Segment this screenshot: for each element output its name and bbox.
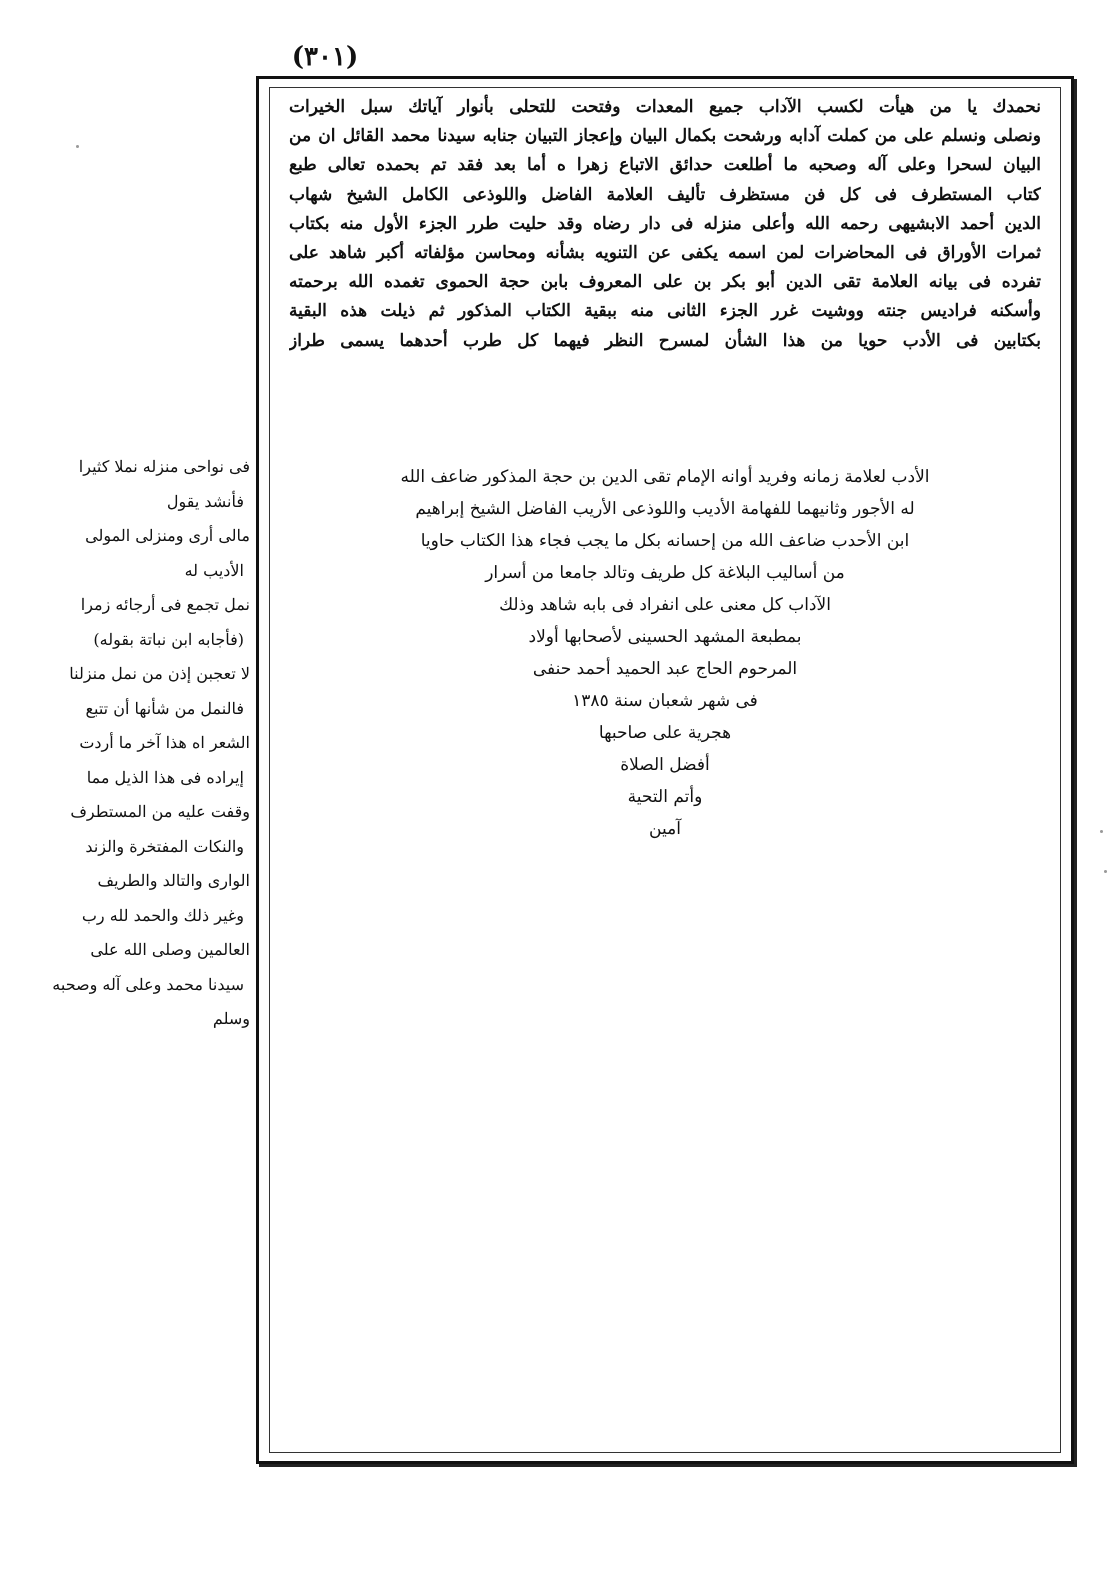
margin-line: وقفت عليه من المستطرف bbox=[70, 802, 250, 821]
colophon-line: له الأجور وثانيهما للفهامة الأديب واللوذعى الأريب الفاضل الشيخ إبراهيم bbox=[415, 499, 915, 519]
main-text-line: بكتابين فى الأدب حويا من هذا الشأن لمسرح النظر فيهما كل طرب أحدهما يسمى طراز bbox=[289, 330, 1041, 351]
margin-line: (فأجابه ابن نباتة بقوله) bbox=[93, 629, 244, 649]
page-number: (٣٠١) bbox=[291, 42, 359, 72]
main-text-line: ثمرات الأوراق فى المحاضرات لمن اسمه يكفى عن التنويه بشأنه ومحاسن مؤلفاته أكبر شاهد على bbox=[289, 242, 1041, 263]
margin-line: سيدنا محمد وعلى آله وصحبه bbox=[52, 974, 244, 994]
margin-line: الشعر اه هذا آخر ما أردت bbox=[79, 733, 250, 752]
main-text-line: ونصلى ونسلم على من كملت آدابه ورشحت بكمال البيان وإعجاز التبيان جنابه سيدنا محمد القائل ان من bbox=[289, 126, 1041, 147]
page-speck bbox=[1100, 830, 1103, 833]
main-text-frame bbox=[256, 76, 1074, 1464]
margin-line: مالى أرى ومنزلى المولى bbox=[85, 526, 250, 545]
colophon-line: الآداب كل معنى على انفراد فى بابه شاهد وذلك bbox=[499, 595, 831, 615]
margin-line: نمل تجمع فى أرجائه زمرا bbox=[80, 595, 250, 614]
main-text-line: كتاب المستطرف فى كل فن مستظرف تأليف العلامة الفاضل واللوذعى الكامل الشيخ شهاب bbox=[289, 184, 1041, 205]
page-speck bbox=[1104, 870, 1107, 873]
margin-line: والنكات المفتخرة والزند bbox=[85, 836, 244, 856]
margin-line: العالمين وصلى الله على bbox=[90, 940, 250, 959]
margin-line: فأنشد يقول bbox=[166, 491, 244, 511]
margin-line: لا تعجبن إذن من نمل منزلنا bbox=[69, 664, 250, 683]
main-text-line: الدين أحمد الابشيهى رحمه الله وأعلى منزله فى دار رضاه وقد حليت طرر الجزء الأول منه بكتاب bbox=[289, 213, 1041, 234]
colophon-line: هجرية على صاحبها bbox=[598, 723, 732, 743]
margin-commentary bbox=[6, 450, 250, 1037]
colophon-line: بمطبعة المشهد الحسينى لأصحابها أولاد bbox=[528, 627, 802, 647]
colophon-line: ابن الأحدب ضاعف الله من إحسانه بكل ما يجب فجاء هذا الكتاب حاويا bbox=[420, 531, 910, 551]
margin-line: فالنمل من شأنها أن تتبع bbox=[85, 698, 244, 718]
page-speck bbox=[76, 145, 79, 148]
main-text-line: وأسكنه فراديس جنته ووشيت غرر الجزء الثانى منه ببقية الكتاب المذكور ثم ذيلت هذه البقية bbox=[289, 301, 1041, 322]
colophon-line: المرحوم الحاج عبد الحميد أحمد حنفى bbox=[532, 659, 798, 679]
colophon-line: أفضل الصلاة bbox=[620, 755, 710, 775]
main-text-line: نحمدك يا من هيأت لكسب الآداب جميع المعدات وفتحت للتحلى بأنوار آياتك سبل الخيرات bbox=[289, 97, 1041, 117]
main-text-line: البيان لسحرا وعلى آله وصحبه ما أطلعت حدائق الاتباع زهرا ه أما بعد فقد تم بحمده تعالى طبع bbox=[289, 155, 1041, 176]
margin-line: إيراده فى هذا الذيل مما bbox=[86, 767, 244, 787]
colophon-line: فى شهر شعبان سنة ١٣٨٥ bbox=[572, 691, 758, 711]
main-text-line: تفرده فى بيانه العلامة تقى الدين أبو بكر بن على المعروف بابن حجة الحموى تغمده الله برحمته bbox=[289, 272, 1041, 293]
margin-line: الوارى والتالد والطريف bbox=[97, 871, 250, 890]
margin-line: الأديب له bbox=[184, 560, 244, 580]
colophon-line: آمين bbox=[649, 819, 681, 839]
margin-line: وغير ذلك والحمد لله رب bbox=[81, 905, 244, 925]
colophon-block bbox=[289, 461, 1041, 845]
margin-line: فى نواحى منزله نملا كثيرا bbox=[78, 457, 250, 476]
margin-line: وسلم bbox=[212, 1009, 250, 1028]
colophon-line: الأدب لعلامة زمانه وفريد أوانه الإمام تقى الدين بن حجة المذكور ضاعف الله bbox=[400, 467, 930, 487]
main-paragraph bbox=[289, 93, 1041, 356]
colophon-line: وأتم التحية bbox=[627, 787, 703, 807]
colophon-line: من أساليب البلاغة كل طريف وتالد جامعا من أسرار bbox=[485, 563, 845, 583]
